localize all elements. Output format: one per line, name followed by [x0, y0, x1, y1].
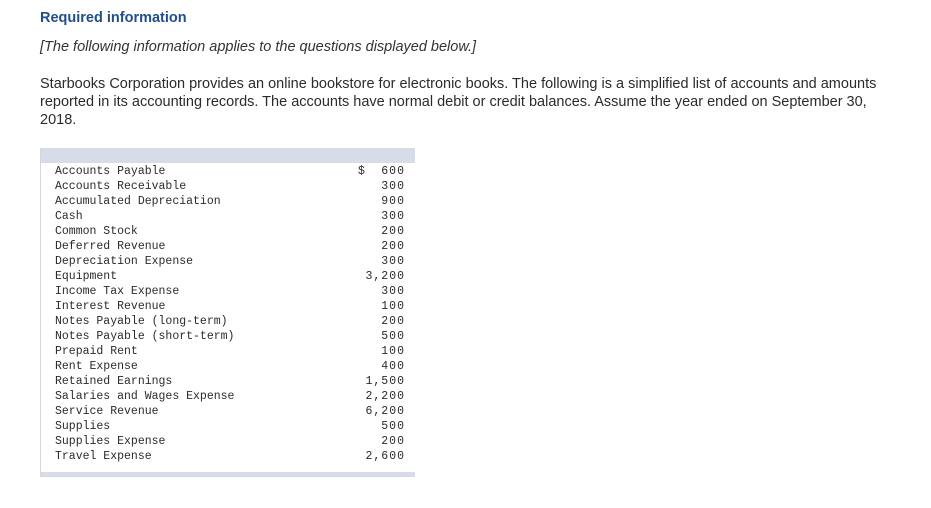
account-name: Cash	[55, 210, 83, 223]
account-amount: 500	[381, 420, 405, 433]
info-note: [The following information applies to the questions displayed below.]	[40, 39, 477, 55]
accounts-list	[41, 164, 415, 464]
account-row	[41, 344, 415, 359]
account-row	[41, 449, 415, 464]
account-amount: 200	[381, 240, 405, 253]
account-amount: 100	[381, 345, 405, 358]
table-footer-bar	[41, 472, 415, 477]
account-row	[41, 254, 415, 269]
account-amount: 300	[381, 285, 405, 298]
account-name: Salaries and Wages Expense	[55, 390, 235, 403]
account-row	[41, 329, 415, 344]
account-amount: 900	[381, 195, 405, 208]
account-row	[41, 224, 415, 239]
account-name: Accounts Receivable	[55, 180, 187, 193]
account-row	[41, 284, 415, 299]
account-row	[41, 299, 415, 314]
table-header-bar	[41, 148, 415, 163]
account-name: Common Stock	[55, 225, 138, 238]
account-amount: 300	[381, 210, 405, 223]
intro-paragraph: Starbooks Corporation provides an online bookstore for electronic books. The following is a simplified list of accounts and amounts reported in its accounting records. The accounts have normal debit or credit balances. Assume the year ended on September 30, 2018.	[40, 76, 877, 128]
account-name: Accumulated Depreciation	[55, 195, 221, 208]
account-row	[41, 239, 415, 254]
account-name: Service Revenue	[55, 405, 159, 418]
account-name: Equipment	[55, 270, 118, 283]
account-amount: 2,600	[365, 450, 405, 463]
account-amount: 2,200	[365, 390, 405, 403]
account-amount: 500	[381, 330, 405, 343]
account-row	[41, 359, 415, 374]
account-name: Travel Expense	[55, 450, 152, 463]
account-amount: 200	[381, 225, 405, 238]
account-amount: 6,200	[365, 405, 405, 418]
account-row	[41, 434, 415, 449]
account-amount: 300	[381, 255, 405, 268]
account-name: Interest Revenue	[55, 300, 166, 313]
account-name: Notes Payable (short-term)	[55, 330, 235, 343]
account-row	[41, 179, 415, 194]
account-row	[41, 269, 415, 284]
account-row	[41, 404, 415, 419]
account-name: Rent Expense	[55, 360, 138, 373]
account-row	[41, 374, 415, 389]
account-row	[41, 314, 415, 329]
account-name: Accounts Payable	[55, 165, 166, 178]
account-amount: 3,200	[365, 270, 405, 283]
account-name: Supplies	[55, 420, 111, 433]
account-name: Deferred Revenue	[55, 240, 166, 253]
accounts-table	[40, 148, 415, 477]
required-information-heading: Required information	[40, 10, 187, 26]
account-name: Prepaid Rent	[55, 345, 138, 358]
account-row	[41, 209, 415, 224]
account-row	[41, 164, 415, 179]
currency-symbol: $	[358, 165, 365, 178]
account-row	[41, 194, 415, 209]
account-name: Supplies Expense	[55, 435, 166, 448]
account-row	[41, 389, 415, 404]
account-amount: 300	[381, 180, 405, 193]
account-amount: 200	[381, 315, 405, 328]
account-amount: 600	[381, 165, 405, 178]
account-name: Notes Payable (long-term)	[55, 315, 228, 328]
account-name: Income Tax Expense	[55, 285, 180, 298]
account-name: Depreciation Expense	[55, 255, 194, 268]
account-amount: 400	[381, 360, 405, 373]
account-amount: 1,500	[365, 375, 405, 388]
account-amount: 100	[381, 300, 405, 313]
account-row	[41, 419, 415, 434]
account-name: Retained Earnings	[55, 375, 173, 388]
account-amount: 200	[381, 435, 405, 448]
